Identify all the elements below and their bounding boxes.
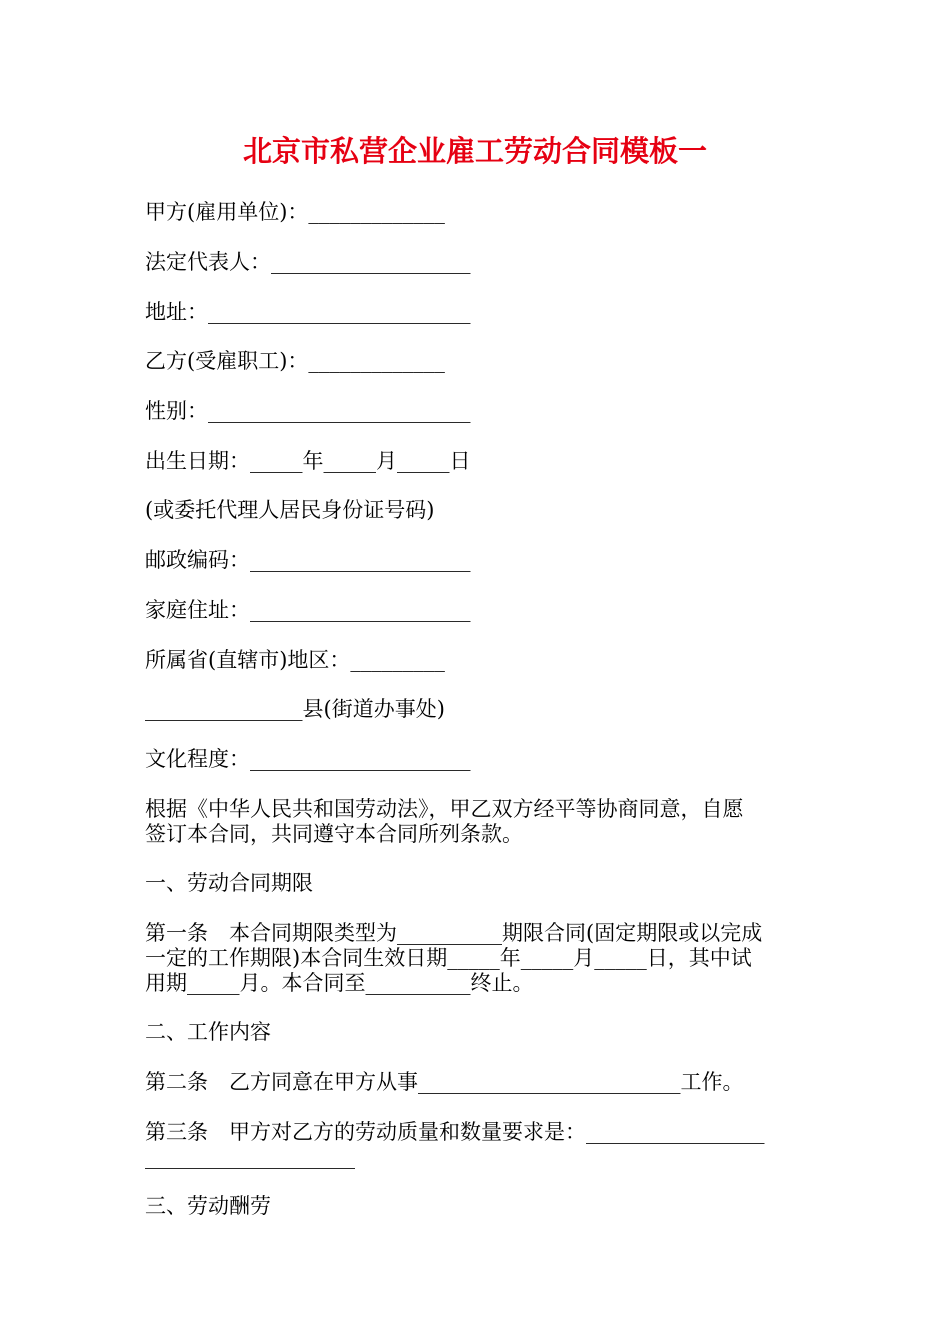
paragraph-intro-line-1: 根据《中华人民共和国劳动法》，甲乙双方经平等协商同意，自愿 <box>145 797 744 821</box>
field-legal-representative: 法定代表人：___________________ <box>145 250 471 274</box>
article-2: 第二条 乙方同意在甲方从事_________________________工作。 <box>145 1070 744 1094</box>
field-birth-date: 出生日期：_____年_____月_____日 <box>145 449 471 473</box>
field-home-address: 家庭住址：_____________________ <box>145 598 471 622</box>
section-heading-contract-term: 一、劳动合同期限 <box>145 871 313 895</box>
field-county: _______________县(街道办事处) <box>145 697 445 721</box>
field-gender: 性别：_________________________ <box>145 399 471 423</box>
paragraph-intro-line-2: 签订本合同，共同遵守本合同所列条款。 <box>145 822 523 846</box>
field-id-note: (或委托代理人居民身份证号码) <box>145 498 435 522</box>
field-postal-code: 邮政编码：_____________________ <box>145 548 471 572</box>
field-party-a: 甲方(雇用单位)：_____________ <box>145 200 445 224</box>
field-education: 文化程度：_____________________ <box>145 747 471 771</box>
article-3-line-1: 第三条 甲方对乙方的劳动质量和数量要求是：_________________ <box>145 1120 765 1144</box>
document-title: 北京市私营企业雇工劳动合同模板一 <box>242 134 707 168</box>
section-heading-remuneration: 三、劳动酬劳 <box>145 1194 271 1218</box>
section-heading-work-content: 二、工作内容 <box>145 1020 271 1044</box>
article-3-line-2: ____________________ <box>145 1145 355 1169</box>
field-province: 所属省(直辖市)地区：_________ <box>145 648 445 672</box>
field-party-b: 乙方(受雇职工)：_____________ <box>145 349 445 373</box>
article-1-line-1: 第一条 本合同期限类型为__________期限合同(固定期限或以完成 <box>145 921 763 945</box>
field-address: 地址：_________________________ <box>145 300 471 324</box>
article-1-line-2: 一定的工作期限)本合同生效日期_____年_____月_____日，其中试 <box>145 946 752 970</box>
article-1-line-3: 用期_____月。本合同至__________终止。 <box>145 971 534 995</box>
